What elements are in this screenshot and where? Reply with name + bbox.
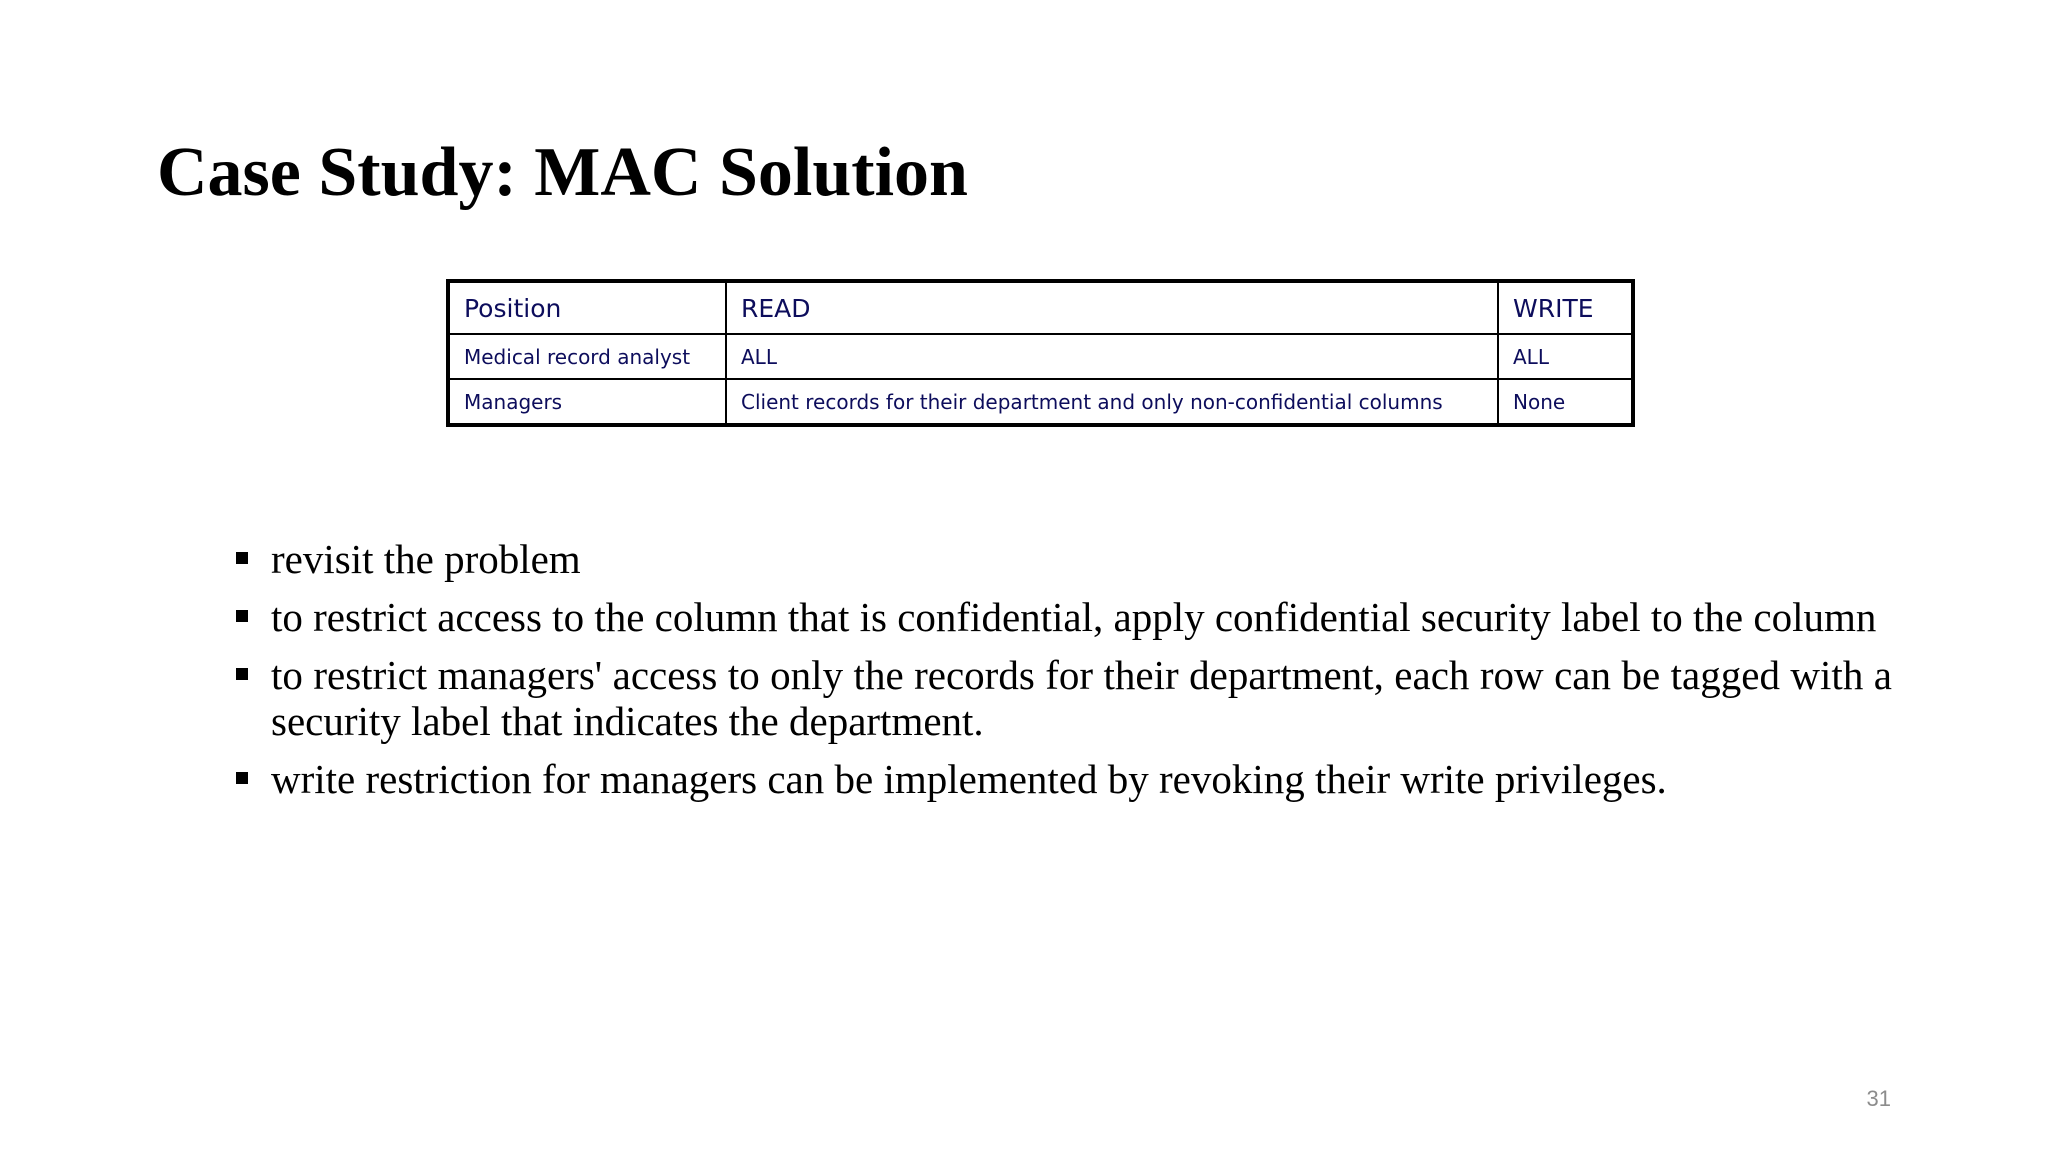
square-bullet-icon: [236, 772, 248, 784]
header-write: WRITE: [1498, 281, 1633, 334]
cell-write: None: [1498, 379, 1633, 425]
square-bullet-icon: [236, 552, 248, 564]
cell-read: Client records for their department and only non-confidential columns: [726, 379, 1498, 425]
square-bullet-icon: [236, 610, 248, 622]
access-table-container: [446, 279, 1635, 427]
bullet-text: to restrict managers' access to only the records for their department, each row can be tagged with a security label that indicates the department.: [271, 652, 1892, 744]
cell-write: ALL: [1498, 334, 1633, 379]
cell-position: Medical record analyst: [448, 334, 726, 379]
list-item: [236, 594, 1892, 640]
list-item: [236, 536, 1892, 582]
cell-read: ALL: [726, 334, 1498, 379]
bullet-text: to restrict access to the column that is confidential, apply confidential security label to the column: [271, 594, 1877, 640]
bullet-text: write restriction for managers can be implemented by revoking their write privileges.: [271, 756, 1667, 802]
cell-position: Managers: [448, 379, 726, 425]
table-header-row: [448, 281, 1633, 334]
list-item: [236, 652, 1892, 744]
header-read: READ: [726, 281, 1498, 334]
slide-title: Case Study: MAC Solution: [157, 134, 968, 211]
bullet-text: revisit the problem: [271, 536, 581, 582]
table-row: [448, 334, 1633, 379]
square-bullet-icon: [236, 668, 248, 680]
list-item: [236, 756, 1892, 802]
page-number: 31: [1866, 1086, 1891, 1111]
bullet-list: [236, 536, 1892, 814]
access-table: [446, 279, 1635, 427]
table-row: [448, 379, 1633, 425]
header-position: Position: [448, 281, 726, 334]
